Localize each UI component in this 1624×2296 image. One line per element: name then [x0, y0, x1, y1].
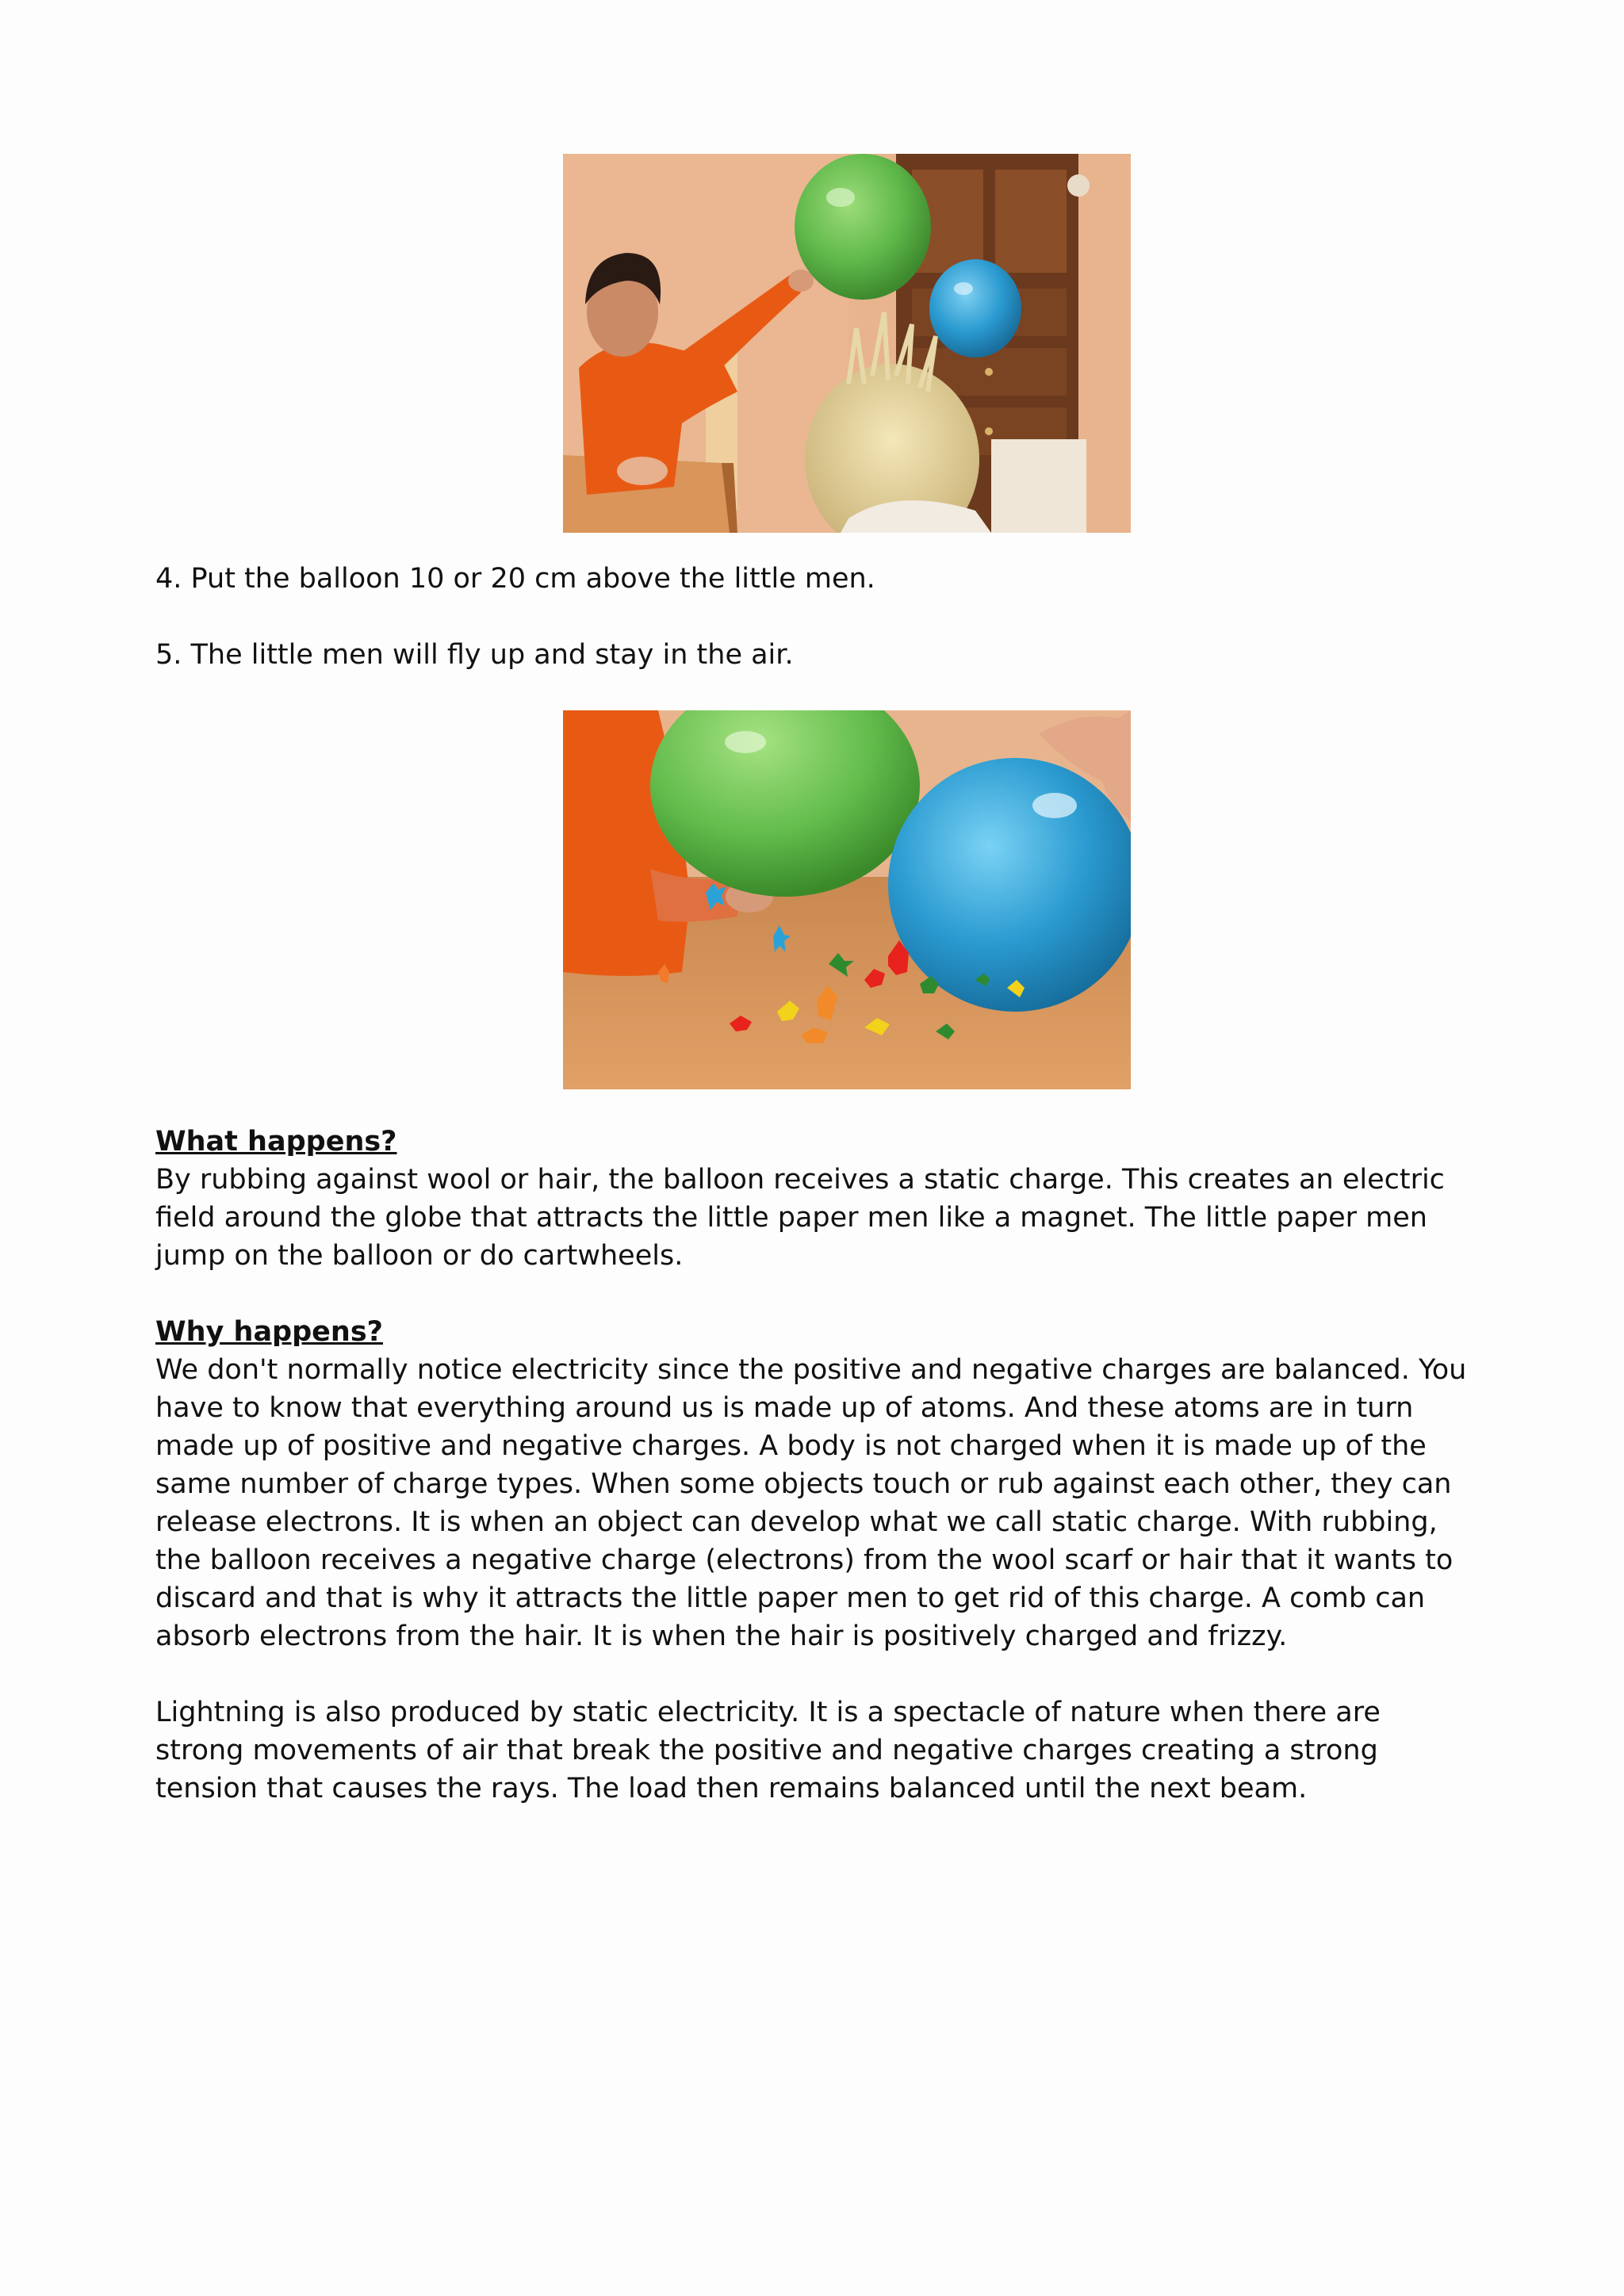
why-happens-text: We don't normally notice electricity since the positive and negative charges are balanced. You have to know that everything around us is made up of atoms. And these atoms are in turn made up of positive and negative charges. A body is not charged when it is made up of the same number of charge types. When some objects touch or rub against each other, they can release electrons. It is when an object can develop what we call static charge. With rubbing, the balloon receives a negative charge (electrons) from the wool scarf or hair that it wants to discard and that is why it attracts the little paper men to get rid of this charge. A comb can absorb electrons from the hair. It is when the hair is positively charged and frizzy.	[155, 1354, 1467, 1652]
photo-balloons-paper-men	[563, 710, 1131, 1089]
instruction-step-4: 4. Put the balloon 10 or 20 cm above the little men.	[155, 563, 875, 595]
lightning-paragraph	[155, 1693, 1472, 1808]
what-happens-heading: What happens?	[155, 1126, 397, 1158]
why-happens-section	[155, 1313, 1472, 1655]
photo-girl-with-balloons	[563, 154, 1131, 533]
what-happens-text: By rubbing against wool or hair, the balloon receives a static charge. This creates an electric field around the globe that attracts the little paper men like a magnet. The little paper men jump on the balloon or do cartwheels.	[155, 1164, 1445, 1272]
what-happens-section	[155, 1123, 1472, 1275]
lightning-text: Lightning is also produced by static electricity. It is a spectacle of nature when there are strong movements of air that break the positive and negative charges creating a strong tension that causes the rays. The load then remains balanced until the next beam.	[155, 1697, 1381, 1804]
instruction-step-5: 5. The little men will fly up and stay in the air.	[155, 639, 794, 671]
why-happens-heading: Why happens?	[155, 1316, 383, 1348]
